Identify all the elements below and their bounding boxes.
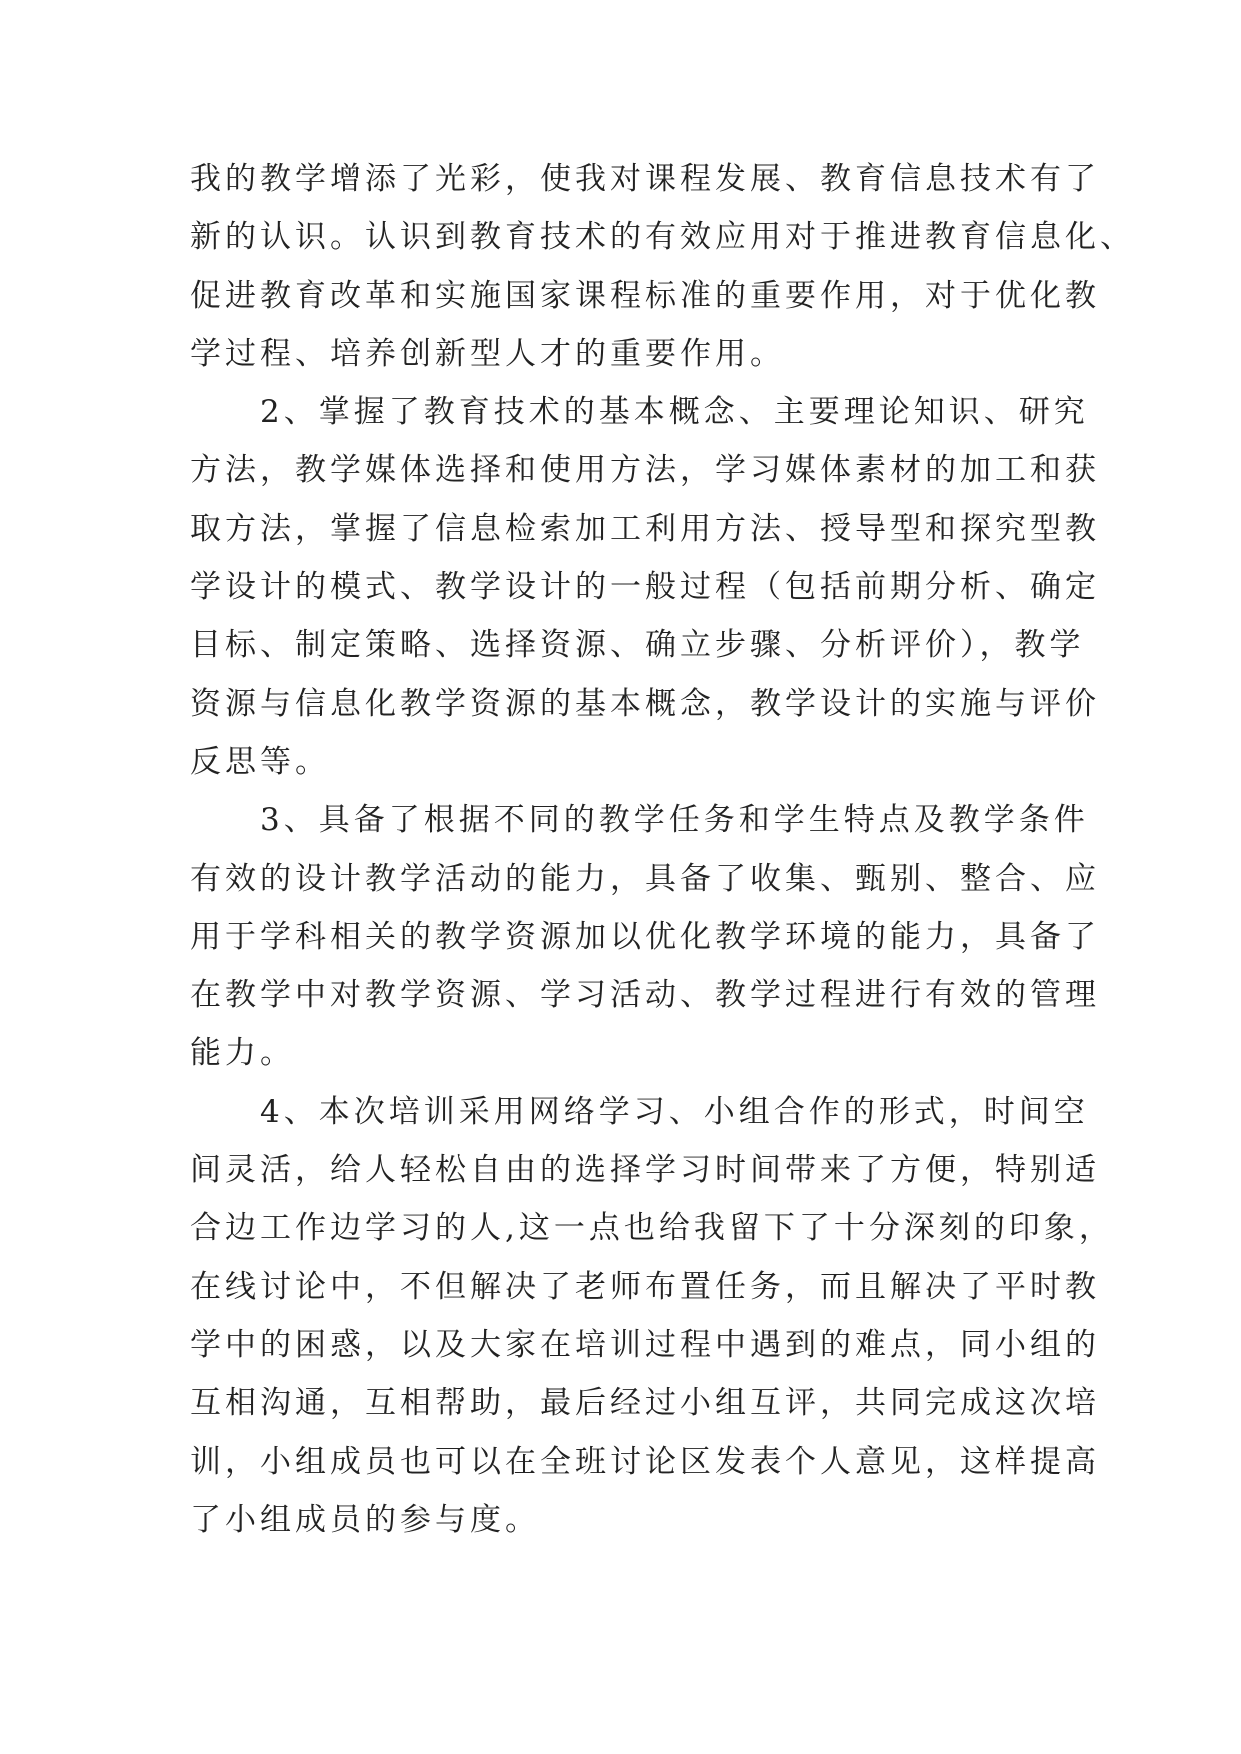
text-line: 方法，教学媒体选择和使用方法，学习媒体素材的加工和获 [190,452,1100,489]
text-line: 合边工作边学习的人,这一点也给我留下了十分深刻的印象， [190,1210,1114,1247]
text-line: 在线讨论中，不但解决了老师布置任务，而且解决了平时教 [190,1268,1100,1305]
text-line: 资源与信息化教学资源的基本概念，教学设计的实施与评价 [190,685,1100,722]
text-line: 了小组成员的参与度。 [190,1501,540,1538]
text-line: 我的教学增添了光彩，使我对课程发展、教育信息技术有了 [190,161,1100,197]
text-line: 在教学中对教学资源、学习活动、教学过程进行有效的管理 [190,977,1100,1014]
text-line: 促进教育改革和实施国家课程标准的重要作用，对于优化教 [190,277,1100,314]
text-line: 新的认识。认识到教育技术的有效应用对于推进教育信息化、 [190,219,1135,256]
text-line: 学过程、培养创新型人才的重要作用。 [190,335,785,372]
text-line: 有效的设计教学活动的能力，具备了收集、甄别、整合、应 [190,860,1100,897]
text-line: 取方法，掌握了信息检索加工利用方法、授导型和探究型教 [190,510,1100,547]
text-line: 反思等。 [190,743,330,780]
text-line: 训，小组成员也可以在全班讨论区发表个人意见，这样提高 [190,1443,1100,1480]
text-line: 互相沟通，互相帮助，最后经过小组互评，共同完成这次培 [190,1385,1100,1422]
paragraph-3-start: 3、具备了根据不同的教学任务和学生特点及教学条件 [260,802,1089,839]
text-line: 间灵活，给人轻松自由的选择学习时间带来了方便，特别适 [190,1152,1100,1189]
text-line: 目标、制定策略、选择资源、确立步骤、分析评价），教学 [190,627,1085,664]
text-line: 学设计的模式、教学设计的一般过程（包括前期分析、确定 [190,569,1100,606]
paragraph-2-start: 2、掌握了教育技术的基本概念、主要理论知识、研究 [260,394,1089,431]
text-line: 学中的困惑，以及大家在培训过程中遇到的难点，同小组的 [190,1326,1100,1363]
text-line: 用于学科相关的教学资源加以优化教学环境的能力，具备了 [190,918,1100,955]
text-line: 能力。 [190,1035,295,1072]
paragraph-4-start: 4、本次培训采用网络学习、小组合作的形式，时间空 [260,1093,1089,1130]
body-text [190,150,1135,1549]
